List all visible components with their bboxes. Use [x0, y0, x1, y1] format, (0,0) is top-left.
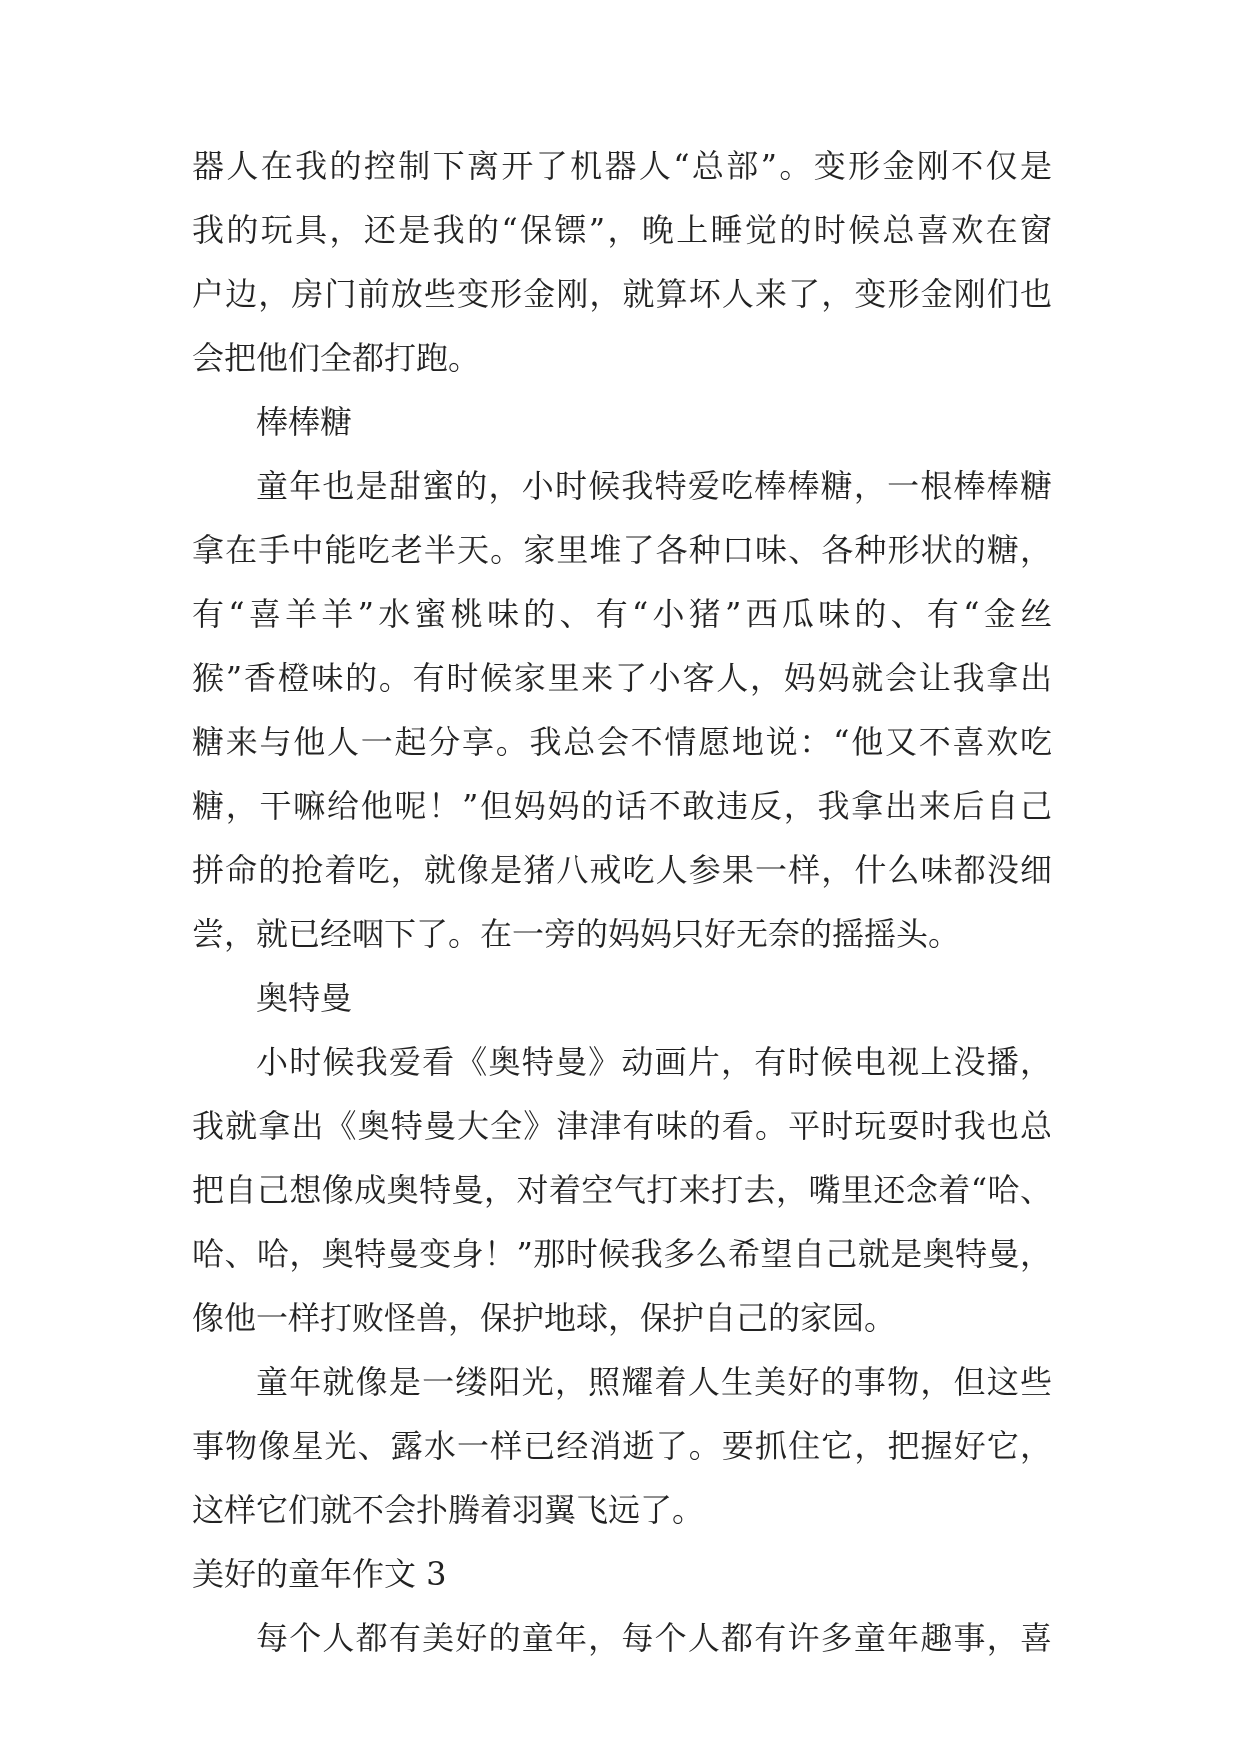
paragraph-line: 事物像星光、露水一样已经消逝了。要抓住它，把握好它， [192, 1427, 1052, 1465]
section-title: 美好的童年作文 3 [192, 1555, 447, 1593]
paragraph-line: 户边，房门前放些变形金刚，就算坏人来了，变形金刚们也 [192, 275, 1052, 313]
paragraph-line: 有“喜羊羊”水蜜桃味的、有“小猪”西瓜味的、有“金丝 [192, 595, 1052, 633]
paragraph-line: 童年也是甜蜜的，小时候我特爱吃棒棒糖，一根棒棒糖 [256, 467, 1052, 505]
paragraph-line: 哈、哈，奥特曼变身！”那时候我多么希望自己就是奥特曼， [192, 1235, 1052, 1273]
section-heading: 棒棒糖 [256, 403, 353, 441]
paragraph-line: 尝，就已经咽下了。在一旁的妈妈只好无奈的摇摇头。 [192, 915, 961, 953]
paragraph-line: 小时候我爱看《奥特曼》动画片，有时候电视上没播， [256, 1043, 1052, 1081]
paragraph-line: 童年就像是一缕阳光，照耀着人生美好的事物，但这些 [256, 1363, 1052, 1401]
paragraph-line: 我就拿出《奥特曼大全》津津有味的看。平时玩耍时我也总 [192, 1107, 1052, 1145]
paragraph-line: 把自己想像成奥特曼，对着空气打来打去，嘴里还念着“哈、 [192, 1171, 1052, 1209]
paragraph-line: 这样它们就不会扑腾着羽翼飞远了。 [192, 1491, 705, 1529]
paragraph-line: 拿在手中能吃老半天。家里堆了各种口味、各种形状的糖， [192, 531, 1052, 569]
paragraph-line: 糖，干嘛给他呢！”但妈妈的话不敢违反，我拿出来后自己 [192, 787, 1052, 825]
paragraph-line: 会把他们全都打跑。 [192, 339, 481, 377]
paragraph-line: 我的玩具，还是我的“保镖”，晚上睡觉的时候总喜欢在窗 [192, 211, 1052, 249]
paragraph-line: 糖来与他人一起分享。我总会不情愿地说：“他又不喜欢吃 [192, 723, 1052, 761]
section-heading: 奥特曼 [256, 979, 353, 1017]
paragraph-line: 每个人都有美好的童年，每个人都有许多童年趣事，喜 [256, 1619, 1052, 1657]
paragraph-line: 器人在我的控制下离开了机器人“总部”。变形金刚不仅是 [192, 147, 1052, 185]
paragraph-line: 拼命的抢着吃，就像是猪八戒吃人参果一样，什么味都没细 [192, 851, 1052, 889]
paragraph-line: 像他一样打败怪兽，保护地球，保护自己的家园。 [192, 1299, 897, 1337]
paragraph-line: 猴”香橙味的。有时候家里来了小客人，妈妈就会让我拿出 [192, 659, 1052, 697]
